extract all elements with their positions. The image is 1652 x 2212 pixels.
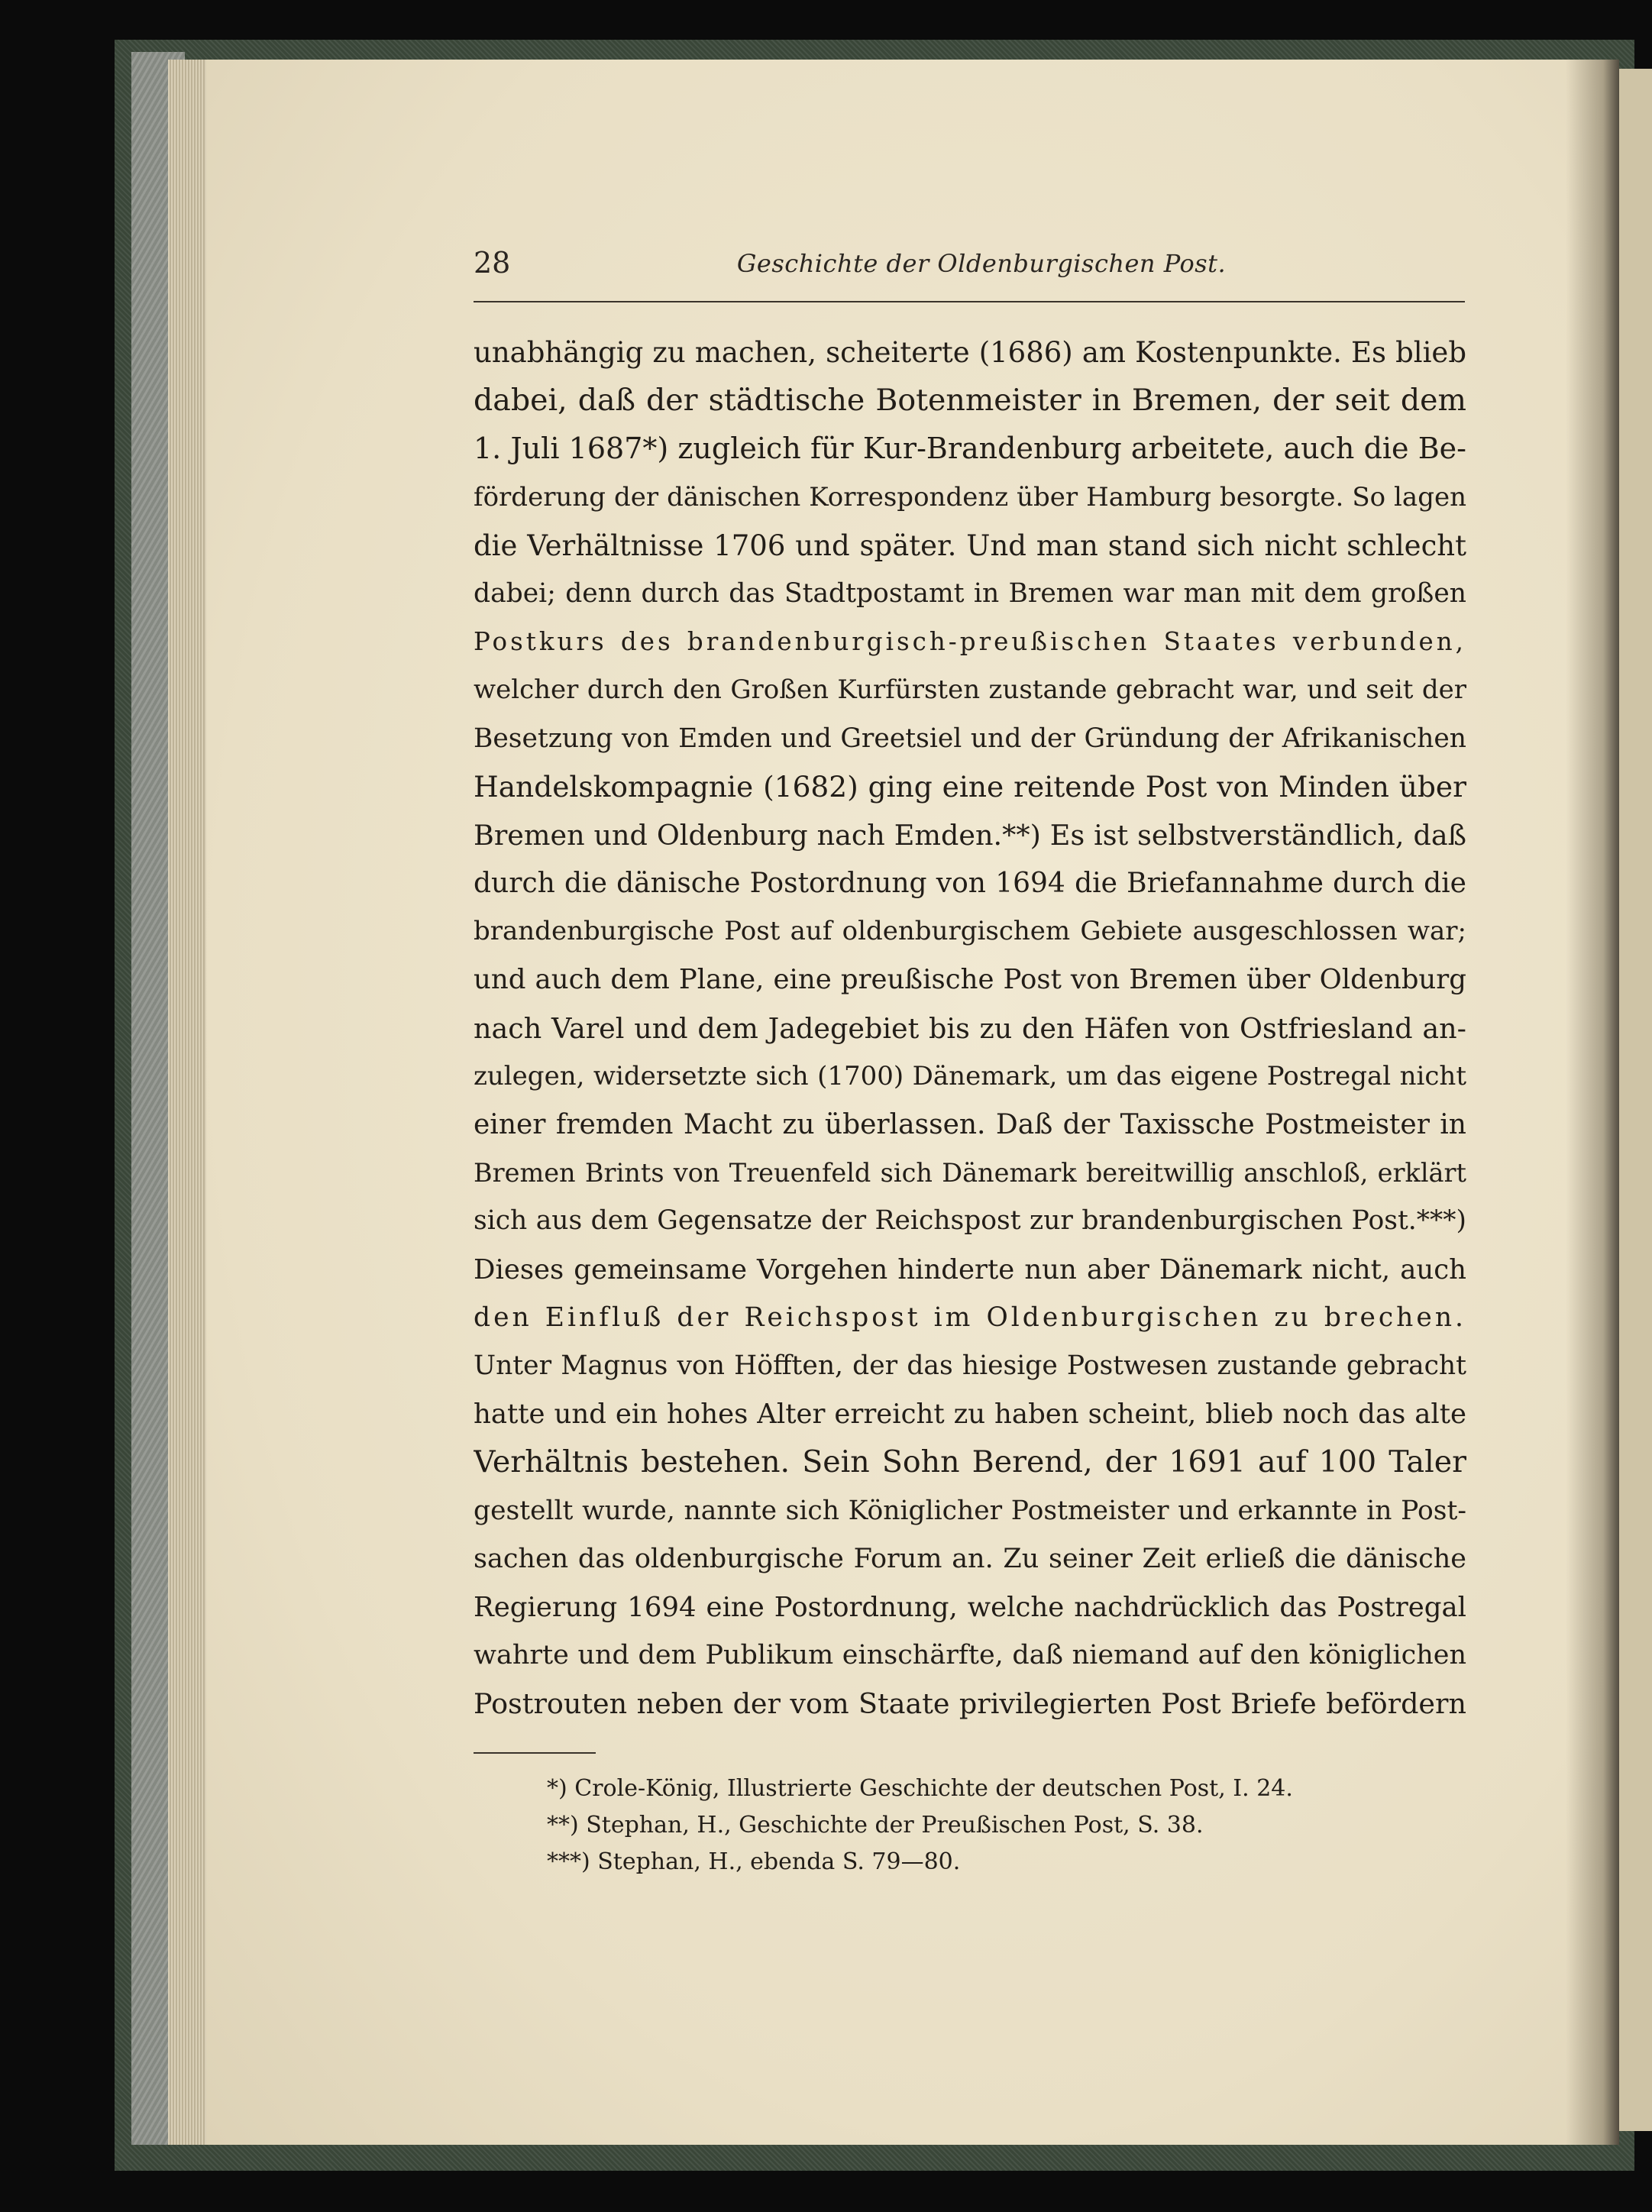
text-line: 1. Juli 1687*) zugleich für Kur-Brandenburg arbeitete, auch die Be- (474, 432, 1466, 466)
footnote-rule (474, 1752, 596, 1754)
text-line: wahrte und dem Publikum einschärfte, daß niemand auf den königlichen (474, 1640, 1466, 1671)
text-line: Bremen Brints von Treuenfeld sich Dänemark bereitwillig anschloß, erklärt (474, 1158, 1466, 1188)
text-line: Besetzung von Emden und Greetsiel und der Gründung der Afrikanischen (474, 723, 1466, 754)
running-title: Geschichte der Oldenburgischen Post. (736, 249, 1227, 278)
body-text (474, 328, 1466, 1728)
text-line: zulegen, widersetzte sich (1700) Dänemark, um das eigene Postregal nicht (474, 1060, 1466, 1091)
text-line: hatte und ein hohes Alter erreicht zu haben scheint, blieb noch das alte (474, 1399, 1466, 1431)
text-line: Verhältnis bestehen. Sein Sohn Berend, der 1691 auf 100 Taler (474, 1444, 1466, 1480)
page-number: 28 (474, 246, 511, 280)
text-line: brandenburgische Post auf oldenburgischem Gebiete ausgeschlossen war; (474, 916, 1466, 947)
footnote: ***) Stephan, H., ebenda S. 79—80. (547, 1848, 961, 1875)
text-line: Handelskompagnie (1682) ging eine reitende Post von Minden über (474, 769, 1466, 804)
text-line: Regierung 1694 eine Postordnung, welche nachdrücklich das Postregal (474, 1591, 1466, 1623)
text-line: dabei, daß der städtische Botenmeister in Bremen, der seit dem (474, 383, 1466, 419)
text-line: Bremen und Oldenburg nach Emden.**) Es ist selbstverständlich, daß (474, 818, 1466, 852)
text-line: einer fremden Macht zu überlassen. Daß der Taxissche Postmeister in (474, 1109, 1466, 1140)
footnote: *) Crole-König, Illustrierte Geschichte der deutschen Post, I. 24. (547, 1775, 1293, 1802)
text-line: die Verhältnisse 1706 und später. Und man stand sich nicht schlecht (474, 529, 1466, 562)
text-line: den Einfluß der Reichspost im Oldenburgischen zu brechen. (474, 1302, 1466, 1333)
text-line: sachen das oldenburgische Forum an. Zu seiner Zeit erließ die dänische (474, 1543, 1466, 1574)
text-line: Unter Magnus von Höfften, der das hiesige Postwesen zustande gebracht (474, 1350, 1466, 1381)
text-line: Dieses gemeinsame Vorgehen hinderte nun aber Dänemark nicht, auch (474, 1253, 1466, 1285)
text-line: gestellt wurde, nannte sich Königlicher Postmeister und erkannte in Post- (474, 1495, 1466, 1526)
text-line: dabei; denn durch das Stadtpostamt in Bremen war man mit dem großen (474, 577, 1466, 609)
footnote: **) Stephan, H., Geschichte der Preußischen Post, S. 38. (547, 1812, 1204, 1838)
page-gutter (1566, 60, 1619, 2145)
text-line: und auch dem Plane, eine preußische Post von Bremen über Oldenburg (474, 964, 1466, 996)
text-line: durch die dänische Postordnung von 1694 die Briefannahme durch die (474, 868, 1466, 900)
header-rule (474, 301, 1465, 302)
text-line: Postkurs des brandenburgisch-preußischen Staates verbunden, (474, 627, 1466, 657)
text-line: welcher durch den Großen Kurfürsten zustande gebracht war, und seit der (474, 674, 1466, 706)
text-line: förderung der dänischen Korrespondenz über Hamburg besorgte. So lagen (474, 481, 1466, 513)
text-line: unabhängig zu machen, scheiterte (1686) am Kostenpunkte. Es blieb (474, 336, 1466, 369)
text-line: Postrouten neben der vom Staate privilegierten Post Briefe befördern (474, 1687, 1466, 1721)
footnotes (547, 1771, 1387, 1881)
text-line: nach Varel und dem Jadegebiet bis zu den Häfen von Ostfriesland an- (474, 1011, 1466, 1045)
text-line: sich aus dem Gegensatze der Reichspost zur brandenburgischen Post.***) (474, 1205, 1466, 1237)
